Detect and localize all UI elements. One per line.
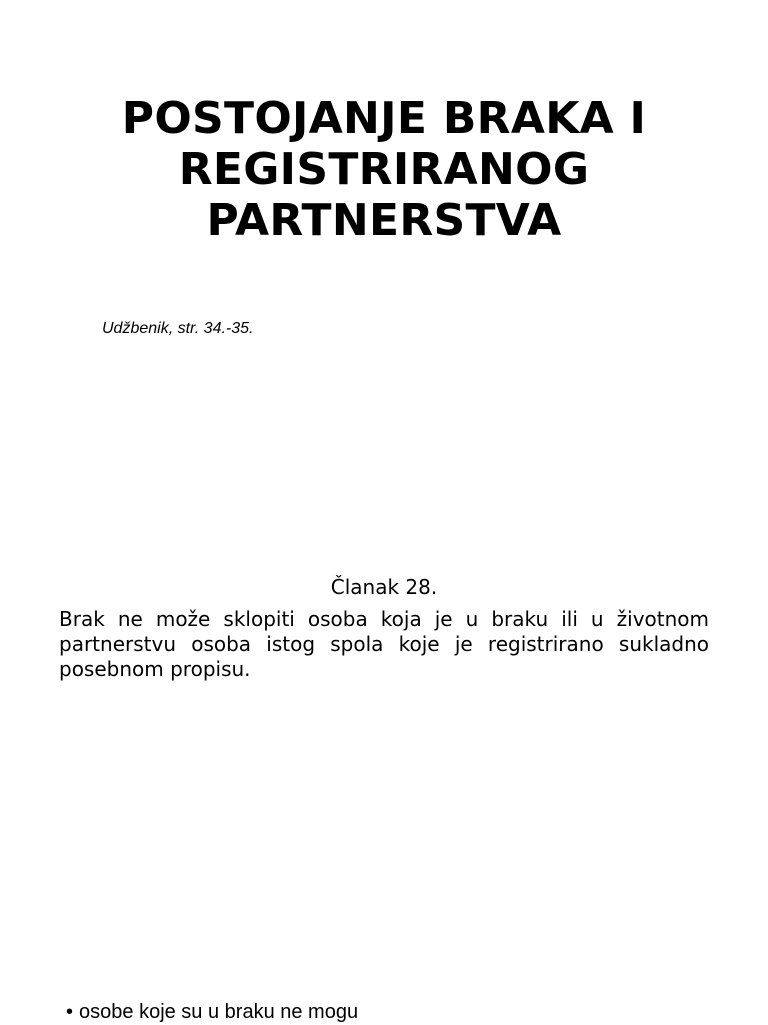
textbook-reference: Udžbenik, str. 34.-35. <box>102 320 254 337</box>
list-item <box>66 999 358 1025</box>
slide-title <box>40 93 728 246</box>
title-line-2: REGISTRIRANOG <box>178 144 590 195</box>
title-line-1: POSTOJANJE BRAKA I <box>121 93 647 144</box>
bullet-text: osobe koje su u braku ne mogu <box>79 1001 359 1023</box>
bullet-list <box>66 999 358 1025</box>
title-line-3: PARTNERSTVA <box>206 195 562 246</box>
bullet-dot-icon: • <box>66 1001 74 1023</box>
article-heading: Članak 28. <box>330 575 438 599</box>
article-body: Brak ne može sklopiti osoba koja je u braku ili u životnom partnerstvu osoba istog spola koje je registrirano sukladno posebnom propisu. <box>59 607 709 681</box>
